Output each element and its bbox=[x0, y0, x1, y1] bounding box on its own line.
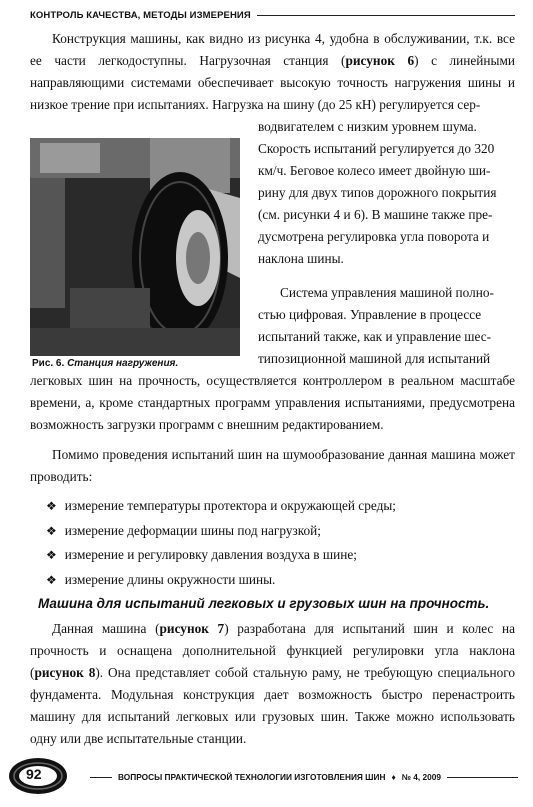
diamond-bullet-icon: ❖ bbox=[46, 572, 57, 587]
figure-ref-7: рисунок 7 bbox=[159, 621, 225, 636]
flow-line-6: наклона шины. bbox=[258, 251, 344, 266]
measurement-list bbox=[46, 494, 516, 592]
diamond-separator-icon: ♦ bbox=[391, 772, 396, 782]
paragraph-3: Помимо проведения испытаний шин на шумообразование данная машина может проводить: bbox=[30, 447, 515, 484]
flow-line-5: дусмотрена регулировка угла поворота и bbox=[258, 229, 490, 244]
para2-line-3: типозиционной машиной для испытаний bbox=[258, 351, 491, 366]
flow-line-3: рину для двух типов дорожного покрытия bbox=[258, 185, 497, 200]
footer-rule-right bbox=[447, 777, 518, 778]
page-number: 92 bbox=[26, 766, 42, 782]
para2-line-2: испытаний также, как и управление шес- bbox=[258, 329, 492, 344]
header-rule bbox=[257, 15, 515, 16]
diamond-bullet-icon: ❖ bbox=[46, 548, 57, 562]
paragraph-4: Данная машина (рисунок 7) разработана для испытаний шин и колес на прочность и оснащена дополнительной функцией регулировки угла наклона (рисунок 8). Она представляет собой стальную раму, не требующую специального фундамента. Модульная конструкция дает возможность быстро перенастроить машину для испытаний легковых или грузовых шин. Также можно использовать одну или две испытательные станции. bbox=[30, 621, 515, 746]
running-header bbox=[30, 10, 515, 21]
paragraph-1-rest: ) с линейными направляющими системами обеспечивает высокую точность нагружения шины и низкое трение при испытаниях. Нагрузка на шину (до 25 кН) регулируется сер- bbox=[30, 53, 516, 112]
flow-line-2: км/ч. Беговое колесо имеет двойную ши- bbox=[258, 163, 491, 178]
footer-rule-left bbox=[90, 777, 112, 778]
page-footer bbox=[8, 756, 518, 802]
header-title: КОНТРОЛЬ КАЧЕСТВА, МЕТОДЫ ИЗМЕРЕНИЯ bbox=[30, 10, 251, 21]
figure-6 bbox=[30, 138, 248, 378]
para2-line-1: стью цифровая. Управление в процессе bbox=[258, 307, 482, 322]
figure-ref-6: рисунок 6 bbox=[345, 53, 415, 68]
diamond-bullet-icon: ❖ bbox=[46, 523, 57, 538]
list-item: ❖ измерение длины окружности шины. bbox=[46, 568, 516, 593]
paragraph-2-continued: легковых шин на прочность, осуществляется контроллером в реальном масштабе времени, а, кроме стандартных программ управления испытаниями, предусмотрена возможность загрузки программ с внешним редактированием. bbox=[30, 373, 515, 432]
flow-line-1: Скорость испытаний регулируется до 320 bbox=[258, 141, 495, 156]
figure-caption bbox=[30, 358, 248, 369]
paragraph-1-text: Конструкция машины, как видно из рисунка 4, удобна в обслуживании, т.к. все ее части легкодоступны. Нагрузочная станция ( bbox=[30, 31, 515, 68]
figure-label: Рис. 6. bbox=[32, 358, 65, 369]
issue-number: № 4, 2009 bbox=[401, 772, 441, 782]
section-heading: Машина для испытаний легковых и грузовых шин на прочность. bbox=[38, 596, 490, 611]
paragraph-1 bbox=[30, 28, 515, 116]
flow-line-0: водвигателем с низким уровнем шума. bbox=[258, 119, 477, 134]
figure-caption-text: Станция нагружения. bbox=[67, 358, 179, 369]
page-number-badge bbox=[8, 756, 70, 796]
loading-station-photo bbox=[30, 138, 240, 356]
journal-name: ВОПРОСЫ ПРАКТИЧЕСКОЙ ТЕХНОЛОГИИ ИЗГОТОВЛЕНИЯ ШИН bbox=[118, 772, 386, 782]
list-item: ❖ измерение и регулировку давления воздуха в шине; bbox=[46, 543, 516, 568]
list-item: ❖ измерение деформации шины под нагрузкой; bbox=[46, 519, 516, 544]
footer-title bbox=[90, 772, 518, 782]
flow-line-4: (см. рисунки 4 и 6). В машине также пре- bbox=[258, 207, 493, 222]
figure-ref-8: рисунок 8 bbox=[34, 665, 96, 680]
para2-line-0: Система управления машиной полно- bbox=[280, 285, 494, 300]
diamond-bullet-icon: ❖ bbox=[46, 499, 57, 513]
list-item: ❖ измерение температуры протектора и окружающей среды; bbox=[46, 494, 516, 519]
